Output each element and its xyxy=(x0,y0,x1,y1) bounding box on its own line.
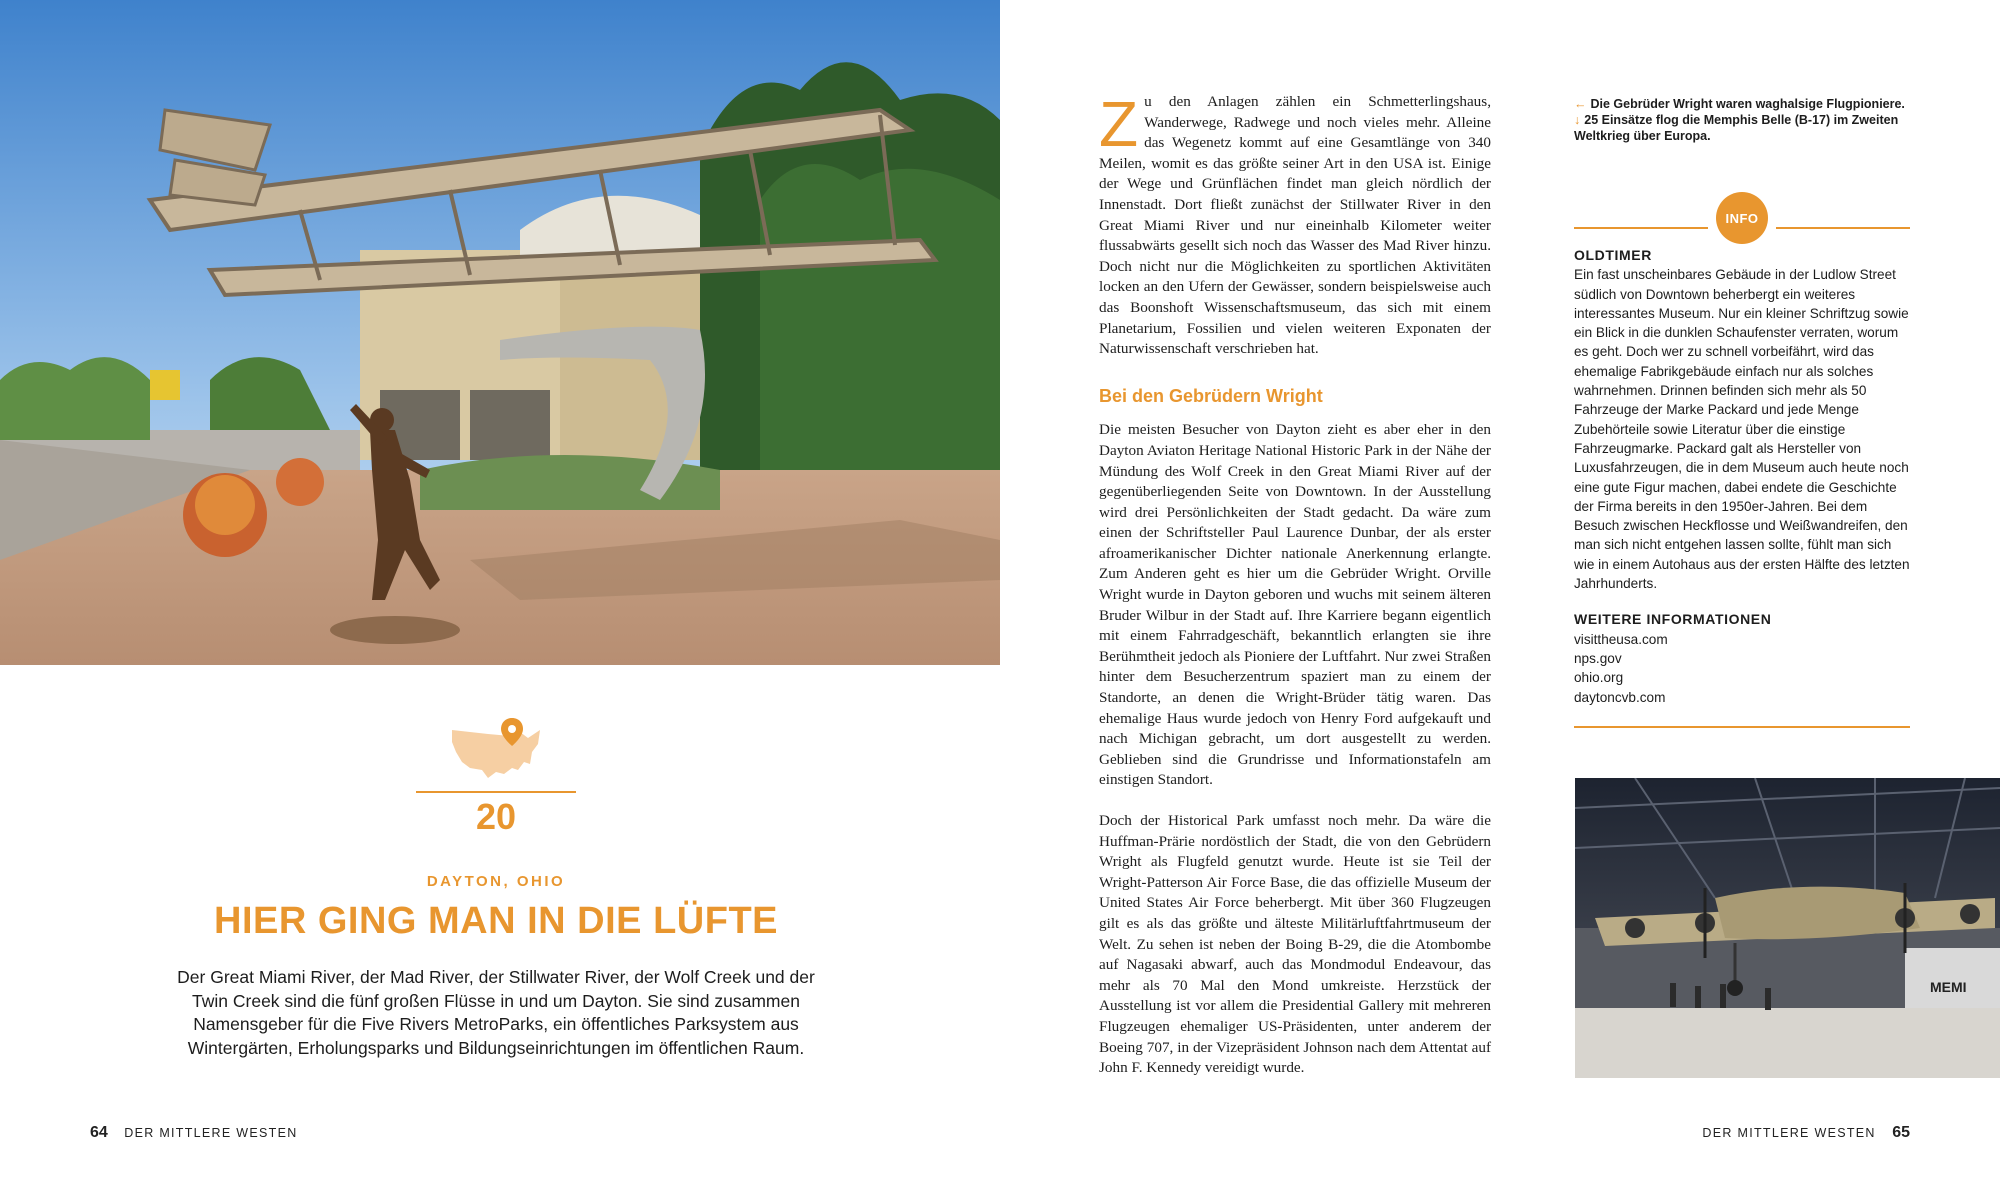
caption-2 xyxy=(1574,112,1914,144)
page-headline: HIER GING MAN IN DIE LÜFTE xyxy=(214,900,778,942)
link-nps[interactable]: nps.gov xyxy=(1574,651,1622,667)
badge-rule xyxy=(416,791,576,793)
paragraph-2: Die meisten Besucher von Dayton zieht es aber eher in den Dayton Aviaton Heritage National Historic Park in der Nähe der Mündung des Wolf Creek in den Great Miami River auf der gegenüberliegenden Seite von Downtown. In der Ausstellung wird drei Persönlichkeiten der Stadt gedacht. Da wäre zum einen der Schriftsteller Paul Laurence Dunbar, der als erster afroamerikanischer Dichter nationale Anerkennung erlangte. Zum Anderen geht es hier um die Gebrüder Wright. Orville Wright wurde in Dayton geboren und wuchs mit seinem älteren Bruder Wilbur in der Stadt auf. Ihre Karriere begann eigentlich mit einem Fahrradgeschäft, bekanntlich erlangten sie ihre Berühmtheit jedoch als Pioniere der Luftfahrt. Nur zwei Straßen hinter dem Besucherzentrum spaziert man zu einem der Standorte, an denen die Wright-Brüder tätig waren. Das ehemalige Haus wurde jedoch von Henry Ford aufgekauft und nach Michigan gebracht, um dort ausgestellt zu werden. Geblieben sind die Grundrisse und Informationstafeln am einstigen Standort. xyxy=(1099,421,1491,789)
museum-sign: MEMI xyxy=(1930,979,1967,995)
usa-map-pin-icon xyxy=(448,718,544,786)
folio-right xyxy=(1690,1124,1910,1142)
info-divider-left xyxy=(1574,227,1708,229)
section-name-right: DER MITTLERE WESTEN xyxy=(1702,1126,1876,1140)
arrow-down-icon: ↓ xyxy=(1574,113,1581,127)
link-daytoncvb[interactable]: daytoncvb.com xyxy=(1574,689,1666,705)
link-visittheusa[interactable]: visittheusa.com xyxy=(1574,631,1668,647)
section-number: 20 xyxy=(475,796,517,837)
info-text: Ein fast unscheinbares Gebäude in der Ludlow Street südlich von Downtown beherbergt ein weiteres interessantes Museum. Nur ein kleiner Schriftzug sowie ein Blick in die dunklen Schaufenster verraten, worum es geht. Doch wer zu schnell vorbeifährt, wird das ehemalige Fabrikgebäude einfach nur als solches wahrnehmen. Drinnen befinden sich mehr als 50 Fahrzeuge der Marke Packard und jede Menge Zubehörteile sowie Literatur über die einstige Fahrzeugmarke. Packard galt als Hersteller von Luxusfahrzeugen, die in dem Museum auch heute noch eine gute Figur machen, dabei endete die Geschichte der Firma bereits in den 1950er-Jahren. Bei dem Besuch zwischen Heckflosse und Weißwandreifen, den man sich nicht entgehen lassen sollte, fühlt man sich wie in einem Autohaus aus der ersten Hälfte des letzten Jahrhunderts. xyxy=(1574,267,1910,592)
links-section xyxy=(1574,610,1912,707)
page-number-left: 64 xyxy=(90,1124,108,1141)
subheading: Bei den Gebrüdern Wright xyxy=(1099,385,1323,406)
paragraph-1 xyxy=(1099,88,1491,360)
info-divider-bottom xyxy=(1574,726,1910,728)
link-ohio[interactable]: ohio.org xyxy=(1574,670,1624,686)
photo-captions xyxy=(1574,96,1914,144)
section-name-left: DER MITTLERE WESTEN xyxy=(124,1126,298,1140)
paragraph-3: Doch der Historical Park umfasst noch mehr. Da wäre die Huffman-Prärie nordöstlich der Stadt, die von den Gebrüdern Wright als Flugfeld genutzt wurde. Heute ist sie Teil der Wright-Patterson Air Force Base, die das offizielle Museum der United States Air Force beherbergt. Mit über 360 Flugzeugen gilt es als das größte und älteste Militärluftfahrtmuseum der Welt. Zu sehen ist neben der Boing B-29, die die Atombombe auf Nagasaki abwarf, auch das Mondmodul Endeavour, das mehr als 70 Mal den Mond umkreiste. Herzstück der Ausstellung ist vor allem die Presidential Gallery mit mehreren Flugzeugen ehemaliger US-Präsidenten, unter anderem der Boeing 707, in der Vizepräsident Johnson nach dem Attentat auf John F. Kennedy vereidigt wurde. xyxy=(1099,812,1491,1077)
caption-1 xyxy=(1574,96,1914,112)
location-label: DAYTON, OHIO xyxy=(426,873,566,890)
paragraph-1-text: u den Anlagen zählen ein Schmetterlingshaus, Wanderwege, Radwege und noch vieles mehr. Alleine das Wegenetz kommt auf eine Gesamtlänge von 340 Meilen, womit es das größte seiner Art in den USA ist. Einige der Wege und Grünflächen findet man gleich nördlich der Innenstadt. Dort fließt zunächst der Stillwater River in den Great Miami River und nur eineinhalb Kilometer weiter flussabwärts gesellt sich noch das Wasser des Mad River hinzu. Doch nicht nur die Möglichkeiten zu sportlichen Aktivitäten locken an den Ufern der Gewässer, sondern beispielsweise auch das Boonshoft Wissenschaftsmuseum, das sich mit einem Planetarium, Fossilien und vielen weiteren Exponaten der Naturwissenschaft verschrieben hat. xyxy=(1099,93,1491,358)
links-title: WEITERE INFORMATIONEN xyxy=(1574,611,1772,628)
caption-2-text: 25 Einsätze flog die Memphis Belle (B-17) im Zweiten Weltkrieg über Europa. xyxy=(1574,113,1899,143)
body-column xyxy=(1099,88,1491,1079)
page-number-right: 65 xyxy=(1892,1124,1910,1141)
memphis-belle-hangar-photo xyxy=(1575,778,2000,1078)
caption-1-text: Die Gebrüder Wright waren waghalsige Flugpioniere. xyxy=(1590,97,1905,111)
folio-left xyxy=(90,1124,310,1142)
info-title: OLDTIMER xyxy=(1574,247,1652,263)
info-box xyxy=(1574,246,1912,707)
intro-text: Der Great Miami River, der Mad River, der Stillwater River, der Wolf Creek und der Twin Creek sind die fünf großen Flüsse in und um Dayton. Sie sind zusammen Namensgeber für die Five Rivers MetroParks, ein öffentliches Parksystem aus Wintergärten, Erholungsparks und Bildungseinrichtungen im öffentlichen Raum. xyxy=(177,967,815,1058)
info-badge: INFO xyxy=(1716,192,1768,244)
drop-cap: Z xyxy=(1099,88,1139,160)
arrow-left-icon: ← xyxy=(1574,97,1587,111)
wright-flyer-monument-photo xyxy=(0,0,1000,665)
info-divider-right xyxy=(1776,227,1910,229)
